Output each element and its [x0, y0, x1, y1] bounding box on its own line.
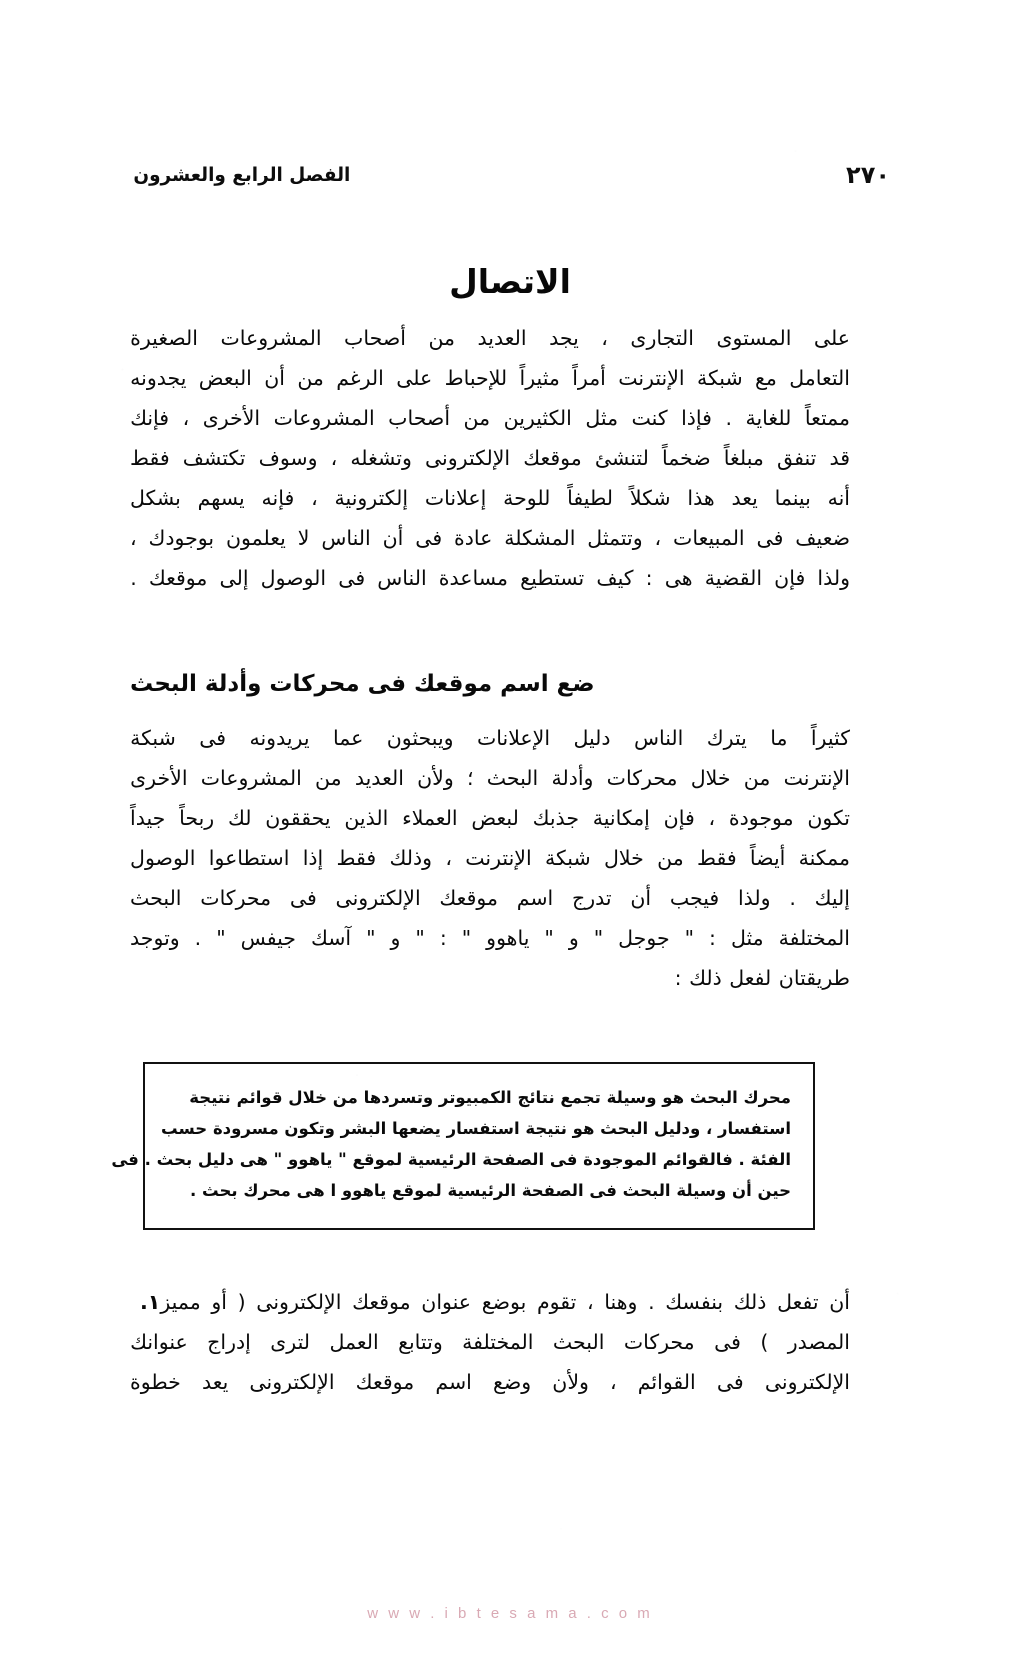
paragraph-line: إليك . ولذا فيجب أن تدرج اسم موقعك الإلكترونى فى محركات البحث	[130, 886, 850, 910]
paragraph-line: المختلفة مثل : " جوجل " و " ياهوو " : " و " آسك جيفس " . وتوجد	[130, 926, 850, 950]
paragraph-line: المصدر ) فى محركات البحث المختلفة وتتابع العمل لترى إدراج عنوانك	[130, 1330, 850, 1354]
page-number: ٢٧٠	[846, 161, 890, 189]
callout-box	[111, 1062, 815, 1230]
numbered-list-item	[130, 1282, 850, 1402]
list-item-marker: ١.	[140, 1290, 161, 1314]
paragraph-line: التعامل مع شبكة الإنترنت أمراً مثيراً للإحباط على الرغم من أن البعض يجدونه	[130, 366, 850, 390]
paragraph-line: طريقتان لفعل ذلك :	[674, 966, 850, 990]
site-watermark: w w w . i b t e s a m a . c o m	[367, 1605, 653, 1622]
paragraph-line: الإنترنت من خلال محركات وأدلة البحث ؛ ولأن العديد من المشروعات الأخرى	[130, 766, 850, 790]
paragraph-line: ولذا فإن القضية هى : كيف تستطيع مساعدة الناس فى الوصول إلى موقعك .	[130, 566, 850, 590]
paragraph-line: ممكنة أيضاً فقط من خلال شبكة الإنترنت ، وذلك فقط إذا استطاعوا الوصول	[130, 846, 850, 870]
second-paragraph	[130, 718, 850, 998]
paragraph-line: أنه بينما يعد هذا شكلاً لطيفاً للوحة إعلانات إلكترونية ، فإنه يسهم بشكل	[130, 486, 850, 510]
callout-line: الفئة . فالقوائم الموجودة فى الصفحة الرئيسية لموقع " ياهوو " هى دليل بحث . فى	[111, 1150, 791, 1169]
section-heading: ضع اسم موقعك فى محركات وأدلة البحث	[130, 671, 595, 698]
paragraph-line: الإلكترونى فى القوائم ، ولأن وضع اسم موقعك الإلكترونى يعد خطوة	[130, 1370, 850, 1394]
intro-paragraph	[130, 318, 850, 598]
running-head	[130, 158, 890, 192]
paragraph-line: على المستوى التجارى ، يجد العديد من أصحاب المشروعات الصغيرة	[130, 326, 850, 350]
callout-line: استفسار ، ودليل البحث هو نتيجة استفسار يضعها البشر وتكون مسرودة حسب	[161, 1119, 791, 1138]
paragraph-line: ممتعاً للغاية . فإذا كنت مثل الكثيرين من أصحاب المشروعات الأخرى ، فإنك	[130, 406, 850, 430]
paragraph-line: أن تفعل ذلك بنفسك . وهنا ، تقوم بوضع عنوان موقعك الإلكترونى ( أو مميز	[160, 1290, 850, 1314]
paragraph-line: ضعيف فى المبيعات ، وتتمثل المشكلة عادة فى أن الناس لا يعلمون بوجودك ،	[130, 526, 850, 550]
chapter-label: الفصل الرابع والعشرون	[133, 164, 351, 186]
paragraph-line: تكون موجودة ، فإن إمكانية جذبك لبعض العملاء الذين يحققون لك ربحاً جيداً	[130, 806, 850, 830]
paragraph-line: قد تنفق مبلغاً ضخماً لتنشئ موقعك الإلكترونى وتشغله ، وسوف تكتشف فقط	[130, 446, 850, 470]
callout-line: محرك البحث هو وسيلة تجمع نتائج الكمبيوتر وتسردها من خلال قوائم نتيجة	[189, 1088, 791, 1107]
page-title: الاتصال	[449, 262, 571, 302]
callout-line: حين أن وسيلة البحث فى الصفحة الرئيسية لموقع ياهوو ا هى محرك بحث .	[190, 1181, 791, 1200]
paragraph-line: كثيراً ما يترك الناس دليل الإعلانات ويبحثون عما يريدونه فى شبكة	[130, 726, 850, 750]
